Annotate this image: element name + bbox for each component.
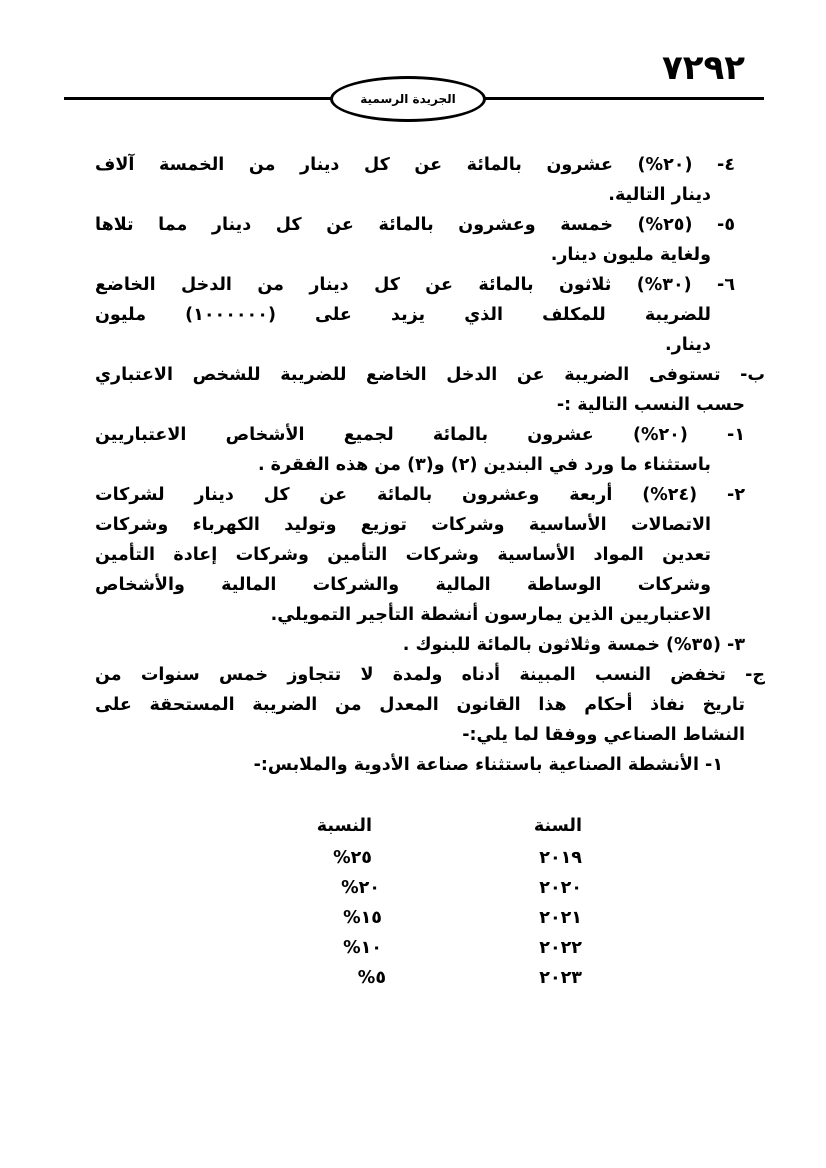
year-column-header: السنة: [533, 816, 582, 836]
rates-table: [300, 812, 600, 992]
text-line: باستثناء ما ورد في البندين (٢) و(٣) من هذه الفقرة .: [257, 455, 711, 475]
text-line: دينار.: [665, 335, 711, 355]
text-line: الاعتباريين الذين يمارسون أنشطة التأجير التمويلي.: [270, 605, 711, 625]
rate-cell: ١٥%: [343, 908, 382, 928]
text-line: ب- تستوفى الضريبة عن الدخل الخاضع للضريبة للشخص الاعتباري: [95, 365, 765, 385]
text-line: ٥- (٢٥%) خمسة وعشرون بالمائة عن كل دينار مما تلاها: [95, 215, 735, 235]
publication-oval: [330, 76, 486, 122]
publication-name: الجريدة الرسمية: [360, 92, 456, 106]
text-line: ١- (٢٠%) عشرون بالمائة لجميع الأشخاص الاعتباريين: [95, 425, 745, 445]
text-line: وشركات الوساطة المالية والشركات المالية والأشخاص: [95, 575, 711, 595]
document-body: [95, 150, 765, 780]
rate-column-header: النسبة: [316, 816, 372, 836]
page-number: ٧٢٩٢: [662, 48, 746, 88]
year-cell: ٢٠٢٠: [539, 878, 582, 898]
text-line: للضريبة للمكلف الذي يزيد على (١٠٠٠٠٠٠) مليون: [95, 305, 711, 325]
text-line: ٦- (٣٠%) ثلاثون بالمائة عن كل دينار من الدخل الخاضع: [95, 275, 735, 295]
text-line: ٣- (٣٥%) خمسة وثلاثون بالمائة للبنوك .: [402, 635, 745, 655]
text-line: دينار التالية.: [608, 185, 711, 205]
year-cell: ٢٠٢٢: [539, 938, 582, 958]
text-line: تاريخ نفاذ أحكام هذا القانون المعدل من الضريبة المستحقة على: [95, 695, 745, 715]
rate-cell: ٢٠%: [341, 878, 380, 898]
text-line: النشاط الصناعي ووفقا لما يلي:-: [462, 725, 745, 745]
text-line: تعدين المواد الأساسية وشركات التأمين وشركات إعادة التأمين: [95, 545, 711, 565]
rate-cell: ٢٥%: [333, 848, 372, 868]
rate-cell: ١٠%: [343, 938, 382, 958]
year-cell: ٢٠١٩: [539, 848, 582, 868]
text-line: ١- الأنشطة الصناعية باستثناء صناعة الأدوية والملابس:-: [253, 755, 723, 775]
year-cell: ٢٠٢١: [539, 908, 582, 928]
text-line: ج- تخفض النسب المبينة أدناه ولمدة لا تتجاوز خمس سنوات من: [95, 665, 765, 685]
text-line: ٤- (٢٠%) عشرون بالمائة عن كل دينار من الخمسة آلاف: [95, 155, 735, 175]
text-line: الاتصالات الأساسية وشركات توزيع وتوليد الكهرباء وشركات: [95, 515, 711, 535]
text-line: ٢- (٢٤%) أربعة وعشرون بالمائة عن كل دينار لشركات: [95, 485, 745, 505]
year-cell: ٢٠٢٣: [539, 968, 582, 988]
rate-cell: ٥%: [357, 968, 386, 988]
text-line: حسب النسب التالية :-: [556, 395, 745, 415]
text-line: ولغاية مليون دينار.: [550, 245, 711, 265]
